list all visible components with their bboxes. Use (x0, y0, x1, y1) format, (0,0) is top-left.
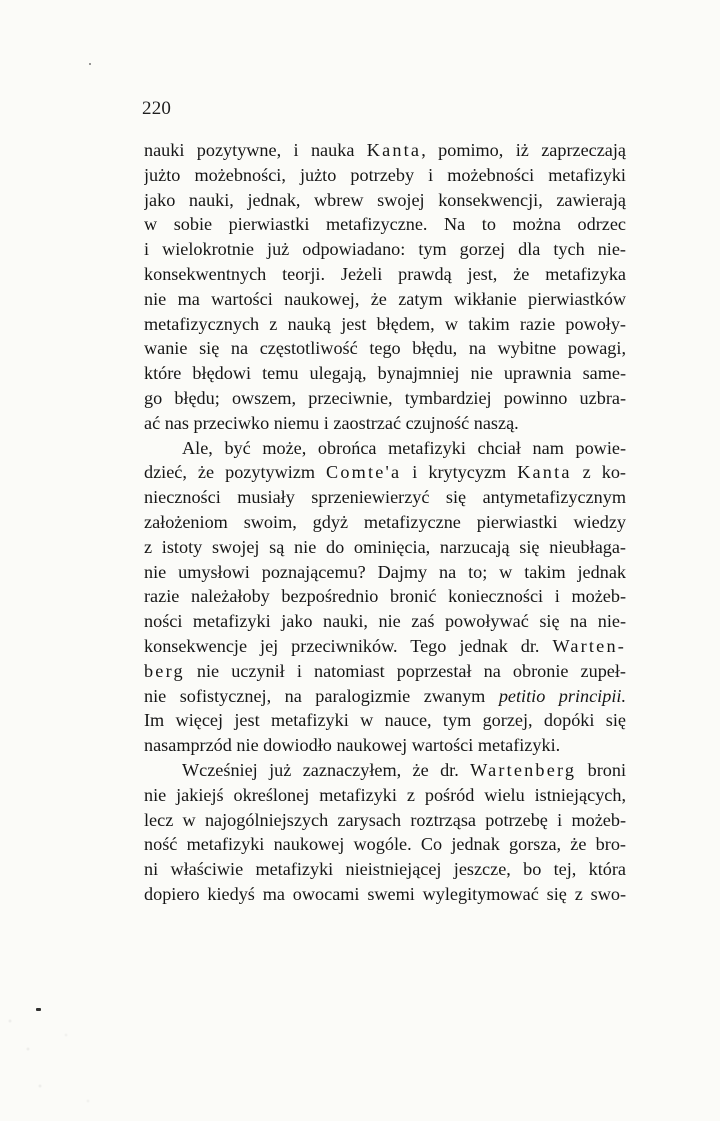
text-line (144, 188, 626, 213)
text-line (144, 163, 626, 188)
text-segment: które błędowi temu ulegają, bynajmniej nie uprawnia same- (144, 363, 626, 384)
scan-edge-noise (0, 1001, 110, 1121)
text-line (144, 560, 626, 585)
text-line (144, 659, 626, 684)
text-segment: założeniom swoim, gdyż metafizyczne pierwiastki wiedzy (144, 511, 626, 532)
text-line (144, 485, 626, 510)
text-line (144, 609, 626, 634)
text-segment: nie jakiejś określonej metafizyki z pośród wielu istniejących, (144, 784, 626, 805)
text-segment: nie uczynił i natomiast poprzestał na obronie zupeł- (184, 660, 626, 681)
text-segment: konsekwentnych teorji. Jeżeli prawdą jest, że metafizyka (144, 263, 626, 284)
spaced-name: Wartenberg (470, 759, 577, 780)
text-segment: i wielokrotnie już odpowiadano: tym gorzej dla tych nie- (144, 239, 626, 260)
text-line (144, 708, 626, 733)
text-segment: broni (576, 759, 626, 780)
spaced-name: Kanta (517, 462, 572, 483)
text-line (144, 386, 626, 411)
text-segment: nauki pozytywne, i nauka (144, 140, 367, 160)
text-line (144, 336, 626, 361)
text-segment: dzieć, że pozytywizm (144, 462, 327, 483)
scan-speck (89, 63, 91, 65)
text-segment: nie ma wartości naukowej, że zatym wikłanie pierwiastków (144, 288, 626, 309)
text-line (144, 584, 626, 609)
text-segment: nie sofistycznej, na paralogizmie zwanym (144, 685, 499, 706)
text-line (144, 460, 626, 485)
text-line (144, 510, 626, 535)
text-segment: jako nauki, jednak, wbrew swojej konsekwencji, zawierają (144, 189, 626, 210)
text-line (144, 411, 626, 436)
text-segment: z istoty swojej są nie do ominięcia, narzucają się nieubłaga- (144, 536, 626, 557)
spaced-name: Warten- (552, 635, 626, 656)
spaced-name: Comte'a (326, 462, 402, 483)
text-segment: nasamprzód nie dowiodło naukowej wartości metafizyki. (144, 735, 561, 756)
text-line (144, 882, 626, 907)
text-segment: metafizycznych z nauką jest błędem, w takim razie powoły- (144, 313, 626, 334)
body-text (144, 138, 626, 907)
text-segment: , pomimo, iż zaprzeczają (421, 140, 626, 160)
text-segment: lecz w najogólniejszych zarysach roztrząsa potrzebę i możeb- (144, 809, 626, 830)
text-segment: ać nas przeciwko niemu i zaostrzać czujność naszą. (144, 412, 519, 433)
text-line (144, 733, 626, 758)
text-segment: ność metafizyki naukowej wogóle. Co jednak gorsza, że bro- (144, 834, 626, 855)
text-line (144, 808, 626, 833)
spaced-name: berg (144, 660, 185, 681)
text-segment: konsekwencje jej przeciwników. Tego jednak dr. (144, 635, 553, 656)
text-segment: z ko- (571, 462, 626, 483)
page-number: 220 (142, 98, 172, 119)
text-segment: Wcześniej już zaznaczyłem, że dr. (182, 759, 471, 780)
text-segment: nie umysłowi poznającemu? Dajmy na to; w takim jednak (144, 561, 626, 582)
text-line (144, 262, 626, 287)
text-line (144, 758, 626, 783)
text-segment: i krytycyzm (401, 462, 518, 483)
spaced-name: Kanta (366, 140, 422, 160)
text-line (144, 212, 626, 237)
text-line (144, 237, 626, 262)
text-line (144, 312, 626, 337)
text-line (144, 783, 626, 808)
text-segment: ni właściwie metafizyki nieistniejącej jeszcze, bo tej, która (144, 859, 626, 880)
text-line (144, 684, 626, 709)
text-segment: jużto możebności, jużto potrzeby i możebności metafizyki (144, 164, 626, 185)
italic-text: petitio principii. (498, 685, 626, 706)
text-line (144, 832, 626, 857)
text-line (144, 634, 626, 659)
text-segment: Im więcej jest metafizyki w nauce, tym gorzej, dopóki się (144, 710, 626, 731)
text-segment: razie należałoby bezpośrednio bronić konieczności i możeb- (144, 586, 626, 607)
text-segment: go błędu; owszem, przeciwnie, tymbardziej powinno uzbra- (144, 387, 626, 408)
text-segment: ności metafizyki jako nauki, nie zaś powoływać się na nie- (144, 611, 626, 632)
text-line (144, 535, 626, 560)
text-segment: wanie się na częstotliwość tego błędu, na wybitne powagi, (144, 338, 626, 359)
text-line (144, 436, 626, 461)
text-line (144, 287, 626, 312)
text-line (144, 857, 626, 882)
text-segment: nieczności musiały sprzeniewierzyć się antymetafizycznym (144, 487, 626, 508)
text-line (144, 361, 626, 386)
text-segment: w sobie pierwiastki metafizyczne. Na to można odrzec (144, 214, 626, 235)
text-segment: dopiero kiedyś ma owocami swemi wylegitymować się z swo- (144, 883, 626, 904)
text-line (144, 138, 626, 163)
text-segment: Ale, być może, obrońca metafizyki chciał nam powie- (182, 437, 626, 458)
